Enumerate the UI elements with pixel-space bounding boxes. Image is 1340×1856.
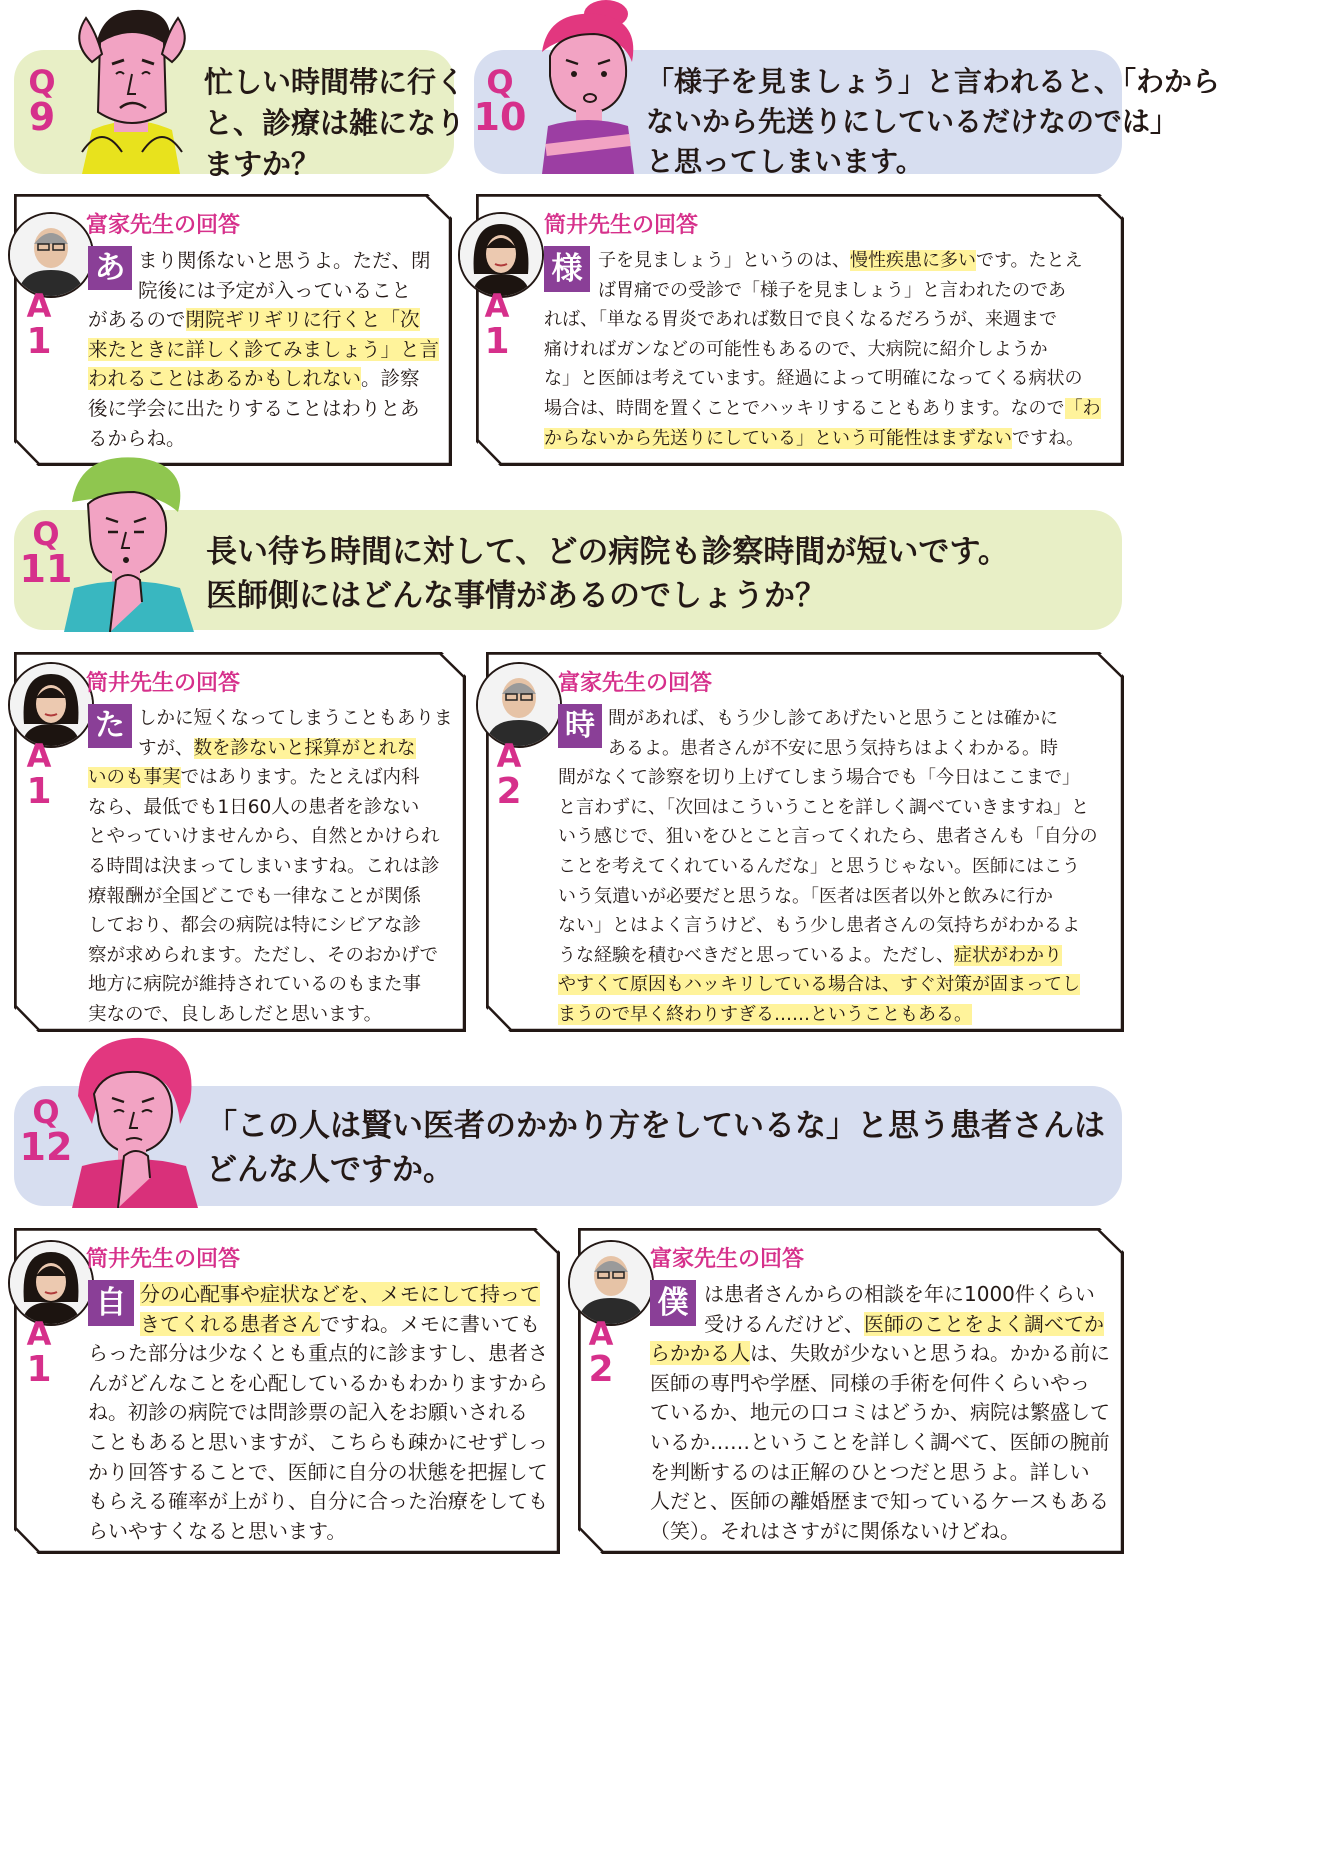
answer-line xyxy=(558,911,1110,941)
answer-line xyxy=(88,734,454,764)
answer-text-segment: を判断するのは正解のひとつだと思うよ。詳しい xyxy=(650,1459,1090,1484)
answer-text-segment: と言わずに、「次回はこういうことを詳しく調べていきますね」と xyxy=(558,796,1089,818)
answer-text-segment: なら、最低でも1日60人の患者を診ない xyxy=(88,796,420,818)
answer-text-segment: こともあると思いますが、こちらも疎かにせずしっ xyxy=(88,1429,548,1454)
highlighted-text: 数を診ないと採算がとれな xyxy=(193,737,416,759)
answer-text-q10-a1 xyxy=(544,246,1112,453)
answer-text-segment: んがどんなことを心配しているかもわかりますから xyxy=(88,1370,548,1395)
q10-label xyxy=(472,63,528,139)
answer-line xyxy=(88,335,444,365)
answer-text-segment: とやっていけませんから、自然とかけられ xyxy=(88,826,440,848)
drop-cap-q12-a2: 僕 xyxy=(650,1280,696,1326)
answer-line xyxy=(88,424,444,454)
answer-text-segment: ない」とはよく言うけど、もう少し患者さんの気持ちがわかるよ xyxy=(558,915,1080,937)
highlighted-text: らかかる人 xyxy=(650,1341,750,1366)
doctor-tsutsui-avatar xyxy=(458,212,544,298)
answer-line xyxy=(544,424,1112,454)
answer-line xyxy=(558,704,1110,734)
answer-text-segment: 地方に病院が維持されているのもまた事 xyxy=(88,974,422,996)
answer-line xyxy=(88,1369,548,1399)
answer-text-segment: 間がなくて診察を切り上げてしまう場合でも「今日はここまで」 xyxy=(558,767,1080,789)
answer-text-segment: らった部分は少なくとも重点的に診ますし、患者さ xyxy=(88,1341,548,1366)
answer-line xyxy=(650,1487,1112,1517)
answer-text-segment: 療報酬が全国どこでも一律なことが関係 xyxy=(88,885,422,907)
q9-label-num: 9 xyxy=(28,95,56,139)
answer-line xyxy=(544,394,1112,424)
answer-line xyxy=(88,1398,548,1428)
answer-text-segment: は患者さんからの相談を年に1000件くらい xyxy=(704,1282,1095,1306)
answer-line xyxy=(88,852,454,882)
answer-text-segment: な」と医師は考えています。経過によって明確になってくる病状の xyxy=(544,368,1083,390)
answer-text-segment: ではあります。たとえば内科 xyxy=(180,767,420,789)
highlighted-text: 慢性疾患に多い xyxy=(850,250,976,271)
answer-line xyxy=(88,911,454,941)
answer-line xyxy=(88,1517,548,1547)
doctor-tsutsui-label: 筒井先生の回答 xyxy=(86,671,241,696)
answer-line xyxy=(88,1000,454,1030)
answer-line xyxy=(544,276,1112,306)
answer-line xyxy=(650,1458,1112,1488)
worried-man-illustration xyxy=(62,2,202,174)
doctor-tomiie-avatar xyxy=(8,212,94,298)
highlighted-text: まうので早く終わりすぎる……ということもある。 xyxy=(558,1003,972,1025)
answer-text-segment: 間があれば、もう少し診てあげたいと思うことは確かに xyxy=(608,708,1058,729)
highlighted-text: 閉院ギリギリに行くと「次 xyxy=(185,308,420,332)
answer-line xyxy=(88,822,454,852)
answer-text-q9-a1 xyxy=(88,246,444,453)
answer-line xyxy=(650,1398,1112,1428)
q10-label-num: 10 xyxy=(473,95,527,139)
answer-line xyxy=(88,793,454,823)
doctor-tsutsui-label: 筒井先生の回答 xyxy=(544,213,699,238)
answer-line xyxy=(88,305,444,335)
answer-text-segment: （笑）。それはさすがに関係ないけどね。 xyxy=(650,1518,1020,1543)
highlighted-text: われることはあるかもしれない xyxy=(88,367,362,391)
q10-question-text: 「様子を見ましょう」と言われると、「わから ないから先送りにしているだけなのでは」 と思ってしまいます。 xyxy=(646,65,1221,178)
answer-line xyxy=(558,734,1110,764)
answer-line xyxy=(88,941,454,971)
answer-text-segment: ですね。メモに書いても xyxy=(320,1311,540,1336)
answer-text-segment: ているか、地元の口コミはどうか、病院は繁盛して xyxy=(650,1400,1110,1425)
answer-line xyxy=(650,1428,1112,1458)
answer-label-q11-a2: A 2 xyxy=(496,737,522,812)
answer-text-segment: は、失敗が少ないと思うね。かかる前に xyxy=(750,1341,1110,1366)
drop-cap-q12-a1: 自 xyxy=(88,1280,134,1326)
doctor-tsutsui-avatar xyxy=(8,662,94,748)
answer-text-segment: 痛ければガンなどの可能性もあるので、大病院に紹介しようか xyxy=(544,338,1048,360)
answer-line xyxy=(558,882,1110,912)
q12-label-q: Q xyxy=(32,1093,60,1131)
drop-cap-q9-a1: あ xyxy=(88,246,132,290)
answer-text-segment: うな経験を積むべきだと思っているよ。ただし、 xyxy=(558,944,954,966)
answer-text-segment: 察が求められます。ただし、そのおかげで xyxy=(88,944,439,966)
drop-cap-q10-a1: 様 xyxy=(544,246,590,292)
answer-text-segment: いう気遣いが必要だと思うな。「医者は医者以外と飲みに行か xyxy=(558,885,1053,907)
answer-line xyxy=(558,970,1110,1000)
doctor-tomiie-label: 富家先生の回答 xyxy=(650,1247,805,1272)
answer-text-q12-a2 xyxy=(650,1280,1112,1546)
answer-text-segment: です。たとえ xyxy=(976,250,1083,271)
q9-label-q: Q xyxy=(28,63,56,101)
answer-line xyxy=(88,970,454,1000)
answer-text-segment: しかに短くなってしまうこともありま xyxy=(138,708,453,729)
highlighted-text: からないから先送りにしている」という可能性はまずない xyxy=(544,427,1012,449)
answer-text-segment: 人だと、医師の離婚歴まで知っているケースもある xyxy=(650,1489,1109,1514)
answer-text-segment: れば、「単なる胃炎であれば数日で良くなるだろうが、来週まで xyxy=(544,309,1057,331)
answer-line xyxy=(544,364,1112,394)
answer-text-segment: るからね。 xyxy=(88,426,186,450)
thinking-woman-illustration xyxy=(68,1032,208,1208)
answer-line xyxy=(558,822,1110,852)
answer-line xyxy=(88,1428,548,1458)
highlighted-text: いのも事実 xyxy=(88,767,181,789)
answer-text-segment: 子を見ましょう」というのは、 xyxy=(598,250,850,271)
answer-line xyxy=(650,1280,1112,1310)
answer-text-q11-a2 xyxy=(558,704,1110,1030)
q9-label xyxy=(22,63,62,139)
doctor-tsutsui-avatar xyxy=(8,1240,94,1326)
doctor-tomiie-avatar xyxy=(476,662,562,748)
answer-line xyxy=(558,852,1110,882)
answer-text-segment: まり関係ないと思うよ。ただ、閉 xyxy=(138,249,431,272)
q11-question-text: 長い待ち時間に対して、どの病院も診察時間が短いです。 医師側にはどんな事情があるのでしょうか？ xyxy=(206,534,1009,615)
answer-label-q9-a1: A 1 xyxy=(26,287,52,362)
answer-label-q12-a1: A 1 xyxy=(26,1315,52,1390)
answer-text-segment: いるか……ということを詳しく調べて、医師の腕前 xyxy=(650,1429,1110,1454)
highlighted-text: 医師のことをよく調べてか xyxy=(864,1311,1104,1336)
answer-text-segment: もらえる確率が上がり、自分に合った治療をしても xyxy=(88,1489,548,1514)
answer-text-segment: 実なので、良しあしだと思います。 xyxy=(88,1003,383,1025)
answer-line xyxy=(650,1339,1112,1369)
answer-text-segment: る時間は決まってしまいますね。これは診 xyxy=(88,855,440,877)
q12-label-num: 12 xyxy=(19,1125,73,1169)
answer-line xyxy=(88,276,444,306)
answer-line xyxy=(558,763,1110,793)
highlighted-text: 「わ xyxy=(1064,397,1101,419)
q12-label xyxy=(18,1093,74,1169)
highlighted-text: 来たときに詳しく診てみましょう」と言 xyxy=(88,337,440,361)
answer-text-segment: 受けるんだけど、 xyxy=(704,1311,864,1336)
answer-line xyxy=(650,1517,1112,1547)
answer-label-q10-a1: A 1 xyxy=(484,287,510,362)
answer-text-segment: ね。初診の病院では問診票の記入をお願いされる xyxy=(88,1400,528,1425)
answer-text-q11-a1 xyxy=(88,704,454,1030)
answer-line xyxy=(558,1000,1110,1030)
q10-label-q: Q xyxy=(486,63,514,101)
answer-line xyxy=(88,763,454,793)
doctor-tsutsui-label: 筒井先生の回答 xyxy=(86,1247,241,1272)
answer-line xyxy=(88,882,454,912)
answer-line xyxy=(88,394,444,424)
answer-text-segment: 後に学会に出たりすることはわりとあ xyxy=(88,396,420,420)
doctor-tomiie-avatar xyxy=(568,1240,654,1326)
answer-line xyxy=(88,1280,548,1310)
answer-text-segment: あるよ。患者さんが不安に思う気持ちはよくわかる。時 xyxy=(608,737,1058,759)
answer-text-q12-a1 xyxy=(88,1280,548,1546)
answer-line xyxy=(88,364,444,394)
answer-line xyxy=(88,246,444,276)
drop-cap-q11-a1: た xyxy=(88,704,132,748)
answer-text-segment: ですね。 xyxy=(1012,427,1084,449)
answer-line xyxy=(88,1487,548,1517)
answer-line xyxy=(88,704,454,734)
worried-woman-illustration xyxy=(528,0,646,174)
answer-text-segment: らいやすくなると思います。 xyxy=(88,1518,347,1543)
answer-line xyxy=(650,1310,1112,1340)
answer-text-segment: すが、 xyxy=(138,737,194,759)
highlighted-text: 分の心配事や症状などを、メモにして持って xyxy=(140,1282,540,1306)
answer-line xyxy=(88,1458,548,1488)
drop-cap-q11-a2: 時 xyxy=(558,704,602,748)
highlighted-text: やすくて原因もハッキリしている場合は、すぐ対策が固まってし xyxy=(558,974,1080,996)
answer-text-segment: 医師の専門や学歴、同様の手術を何件くらいやっ xyxy=(650,1370,1090,1395)
answer-text-segment: ことを考えてくれているんだな」と思うじゃない。医師にはこう xyxy=(558,855,1080,877)
answer-line xyxy=(544,246,1112,276)
answer-line xyxy=(558,793,1110,823)
answer-text-segment: かり回答することで、医師に自分の状態を把握して xyxy=(88,1459,548,1484)
answer-text-segment: 院後には予定が入っていること xyxy=(138,278,412,302)
doctor-tomiie-label: 富家先生の回答 xyxy=(558,671,713,696)
answer-text-segment: 。診察 xyxy=(361,367,420,391)
answer-text-segment: があるので xyxy=(88,308,186,332)
answer-label-q12-a2: A 2 xyxy=(588,1315,614,1390)
answer-line xyxy=(650,1369,1112,1399)
answer-line xyxy=(544,305,1112,335)
answer-line xyxy=(88,1310,548,1340)
thinking-man-illustration xyxy=(60,452,200,632)
answer-line xyxy=(88,1339,548,1369)
answer-line xyxy=(544,335,1112,365)
q9-question-text: 忙しい時間帯に行く と、診療は雑になり ますか？ xyxy=(204,65,466,182)
q11-label-num: 11 xyxy=(19,547,73,591)
answer-text-segment: いう感じで、狙いをひとこと言ってくれたら、患者さんも「自分の xyxy=(558,826,1098,848)
answer-text-segment: しており、都会の病院は特にシビアな診 xyxy=(88,915,422,937)
answer-text-segment: ば胃痛での受診で「様子を見ましょう」と言われたのであ xyxy=(598,279,1066,301)
doctor-tomiie-label: 富家先生の回答 xyxy=(86,213,241,238)
answer-label-q11-a1: A 1 xyxy=(26,737,52,812)
highlighted-text: きてくれる患者さん xyxy=(140,1311,320,1336)
answer-line xyxy=(558,941,1110,971)
q12-question-text: 「この人は賢い医者のかかり方をしているな」と思う患者さんは どんな人ですか。 xyxy=(206,1108,1105,1189)
q11-label-q: Q xyxy=(32,515,60,553)
answer-text-segment: 場合は、時間を置くことでハッキリすることもあります。なので xyxy=(544,397,1065,419)
highlighted-text: 症状がわかり xyxy=(954,944,1062,966)
